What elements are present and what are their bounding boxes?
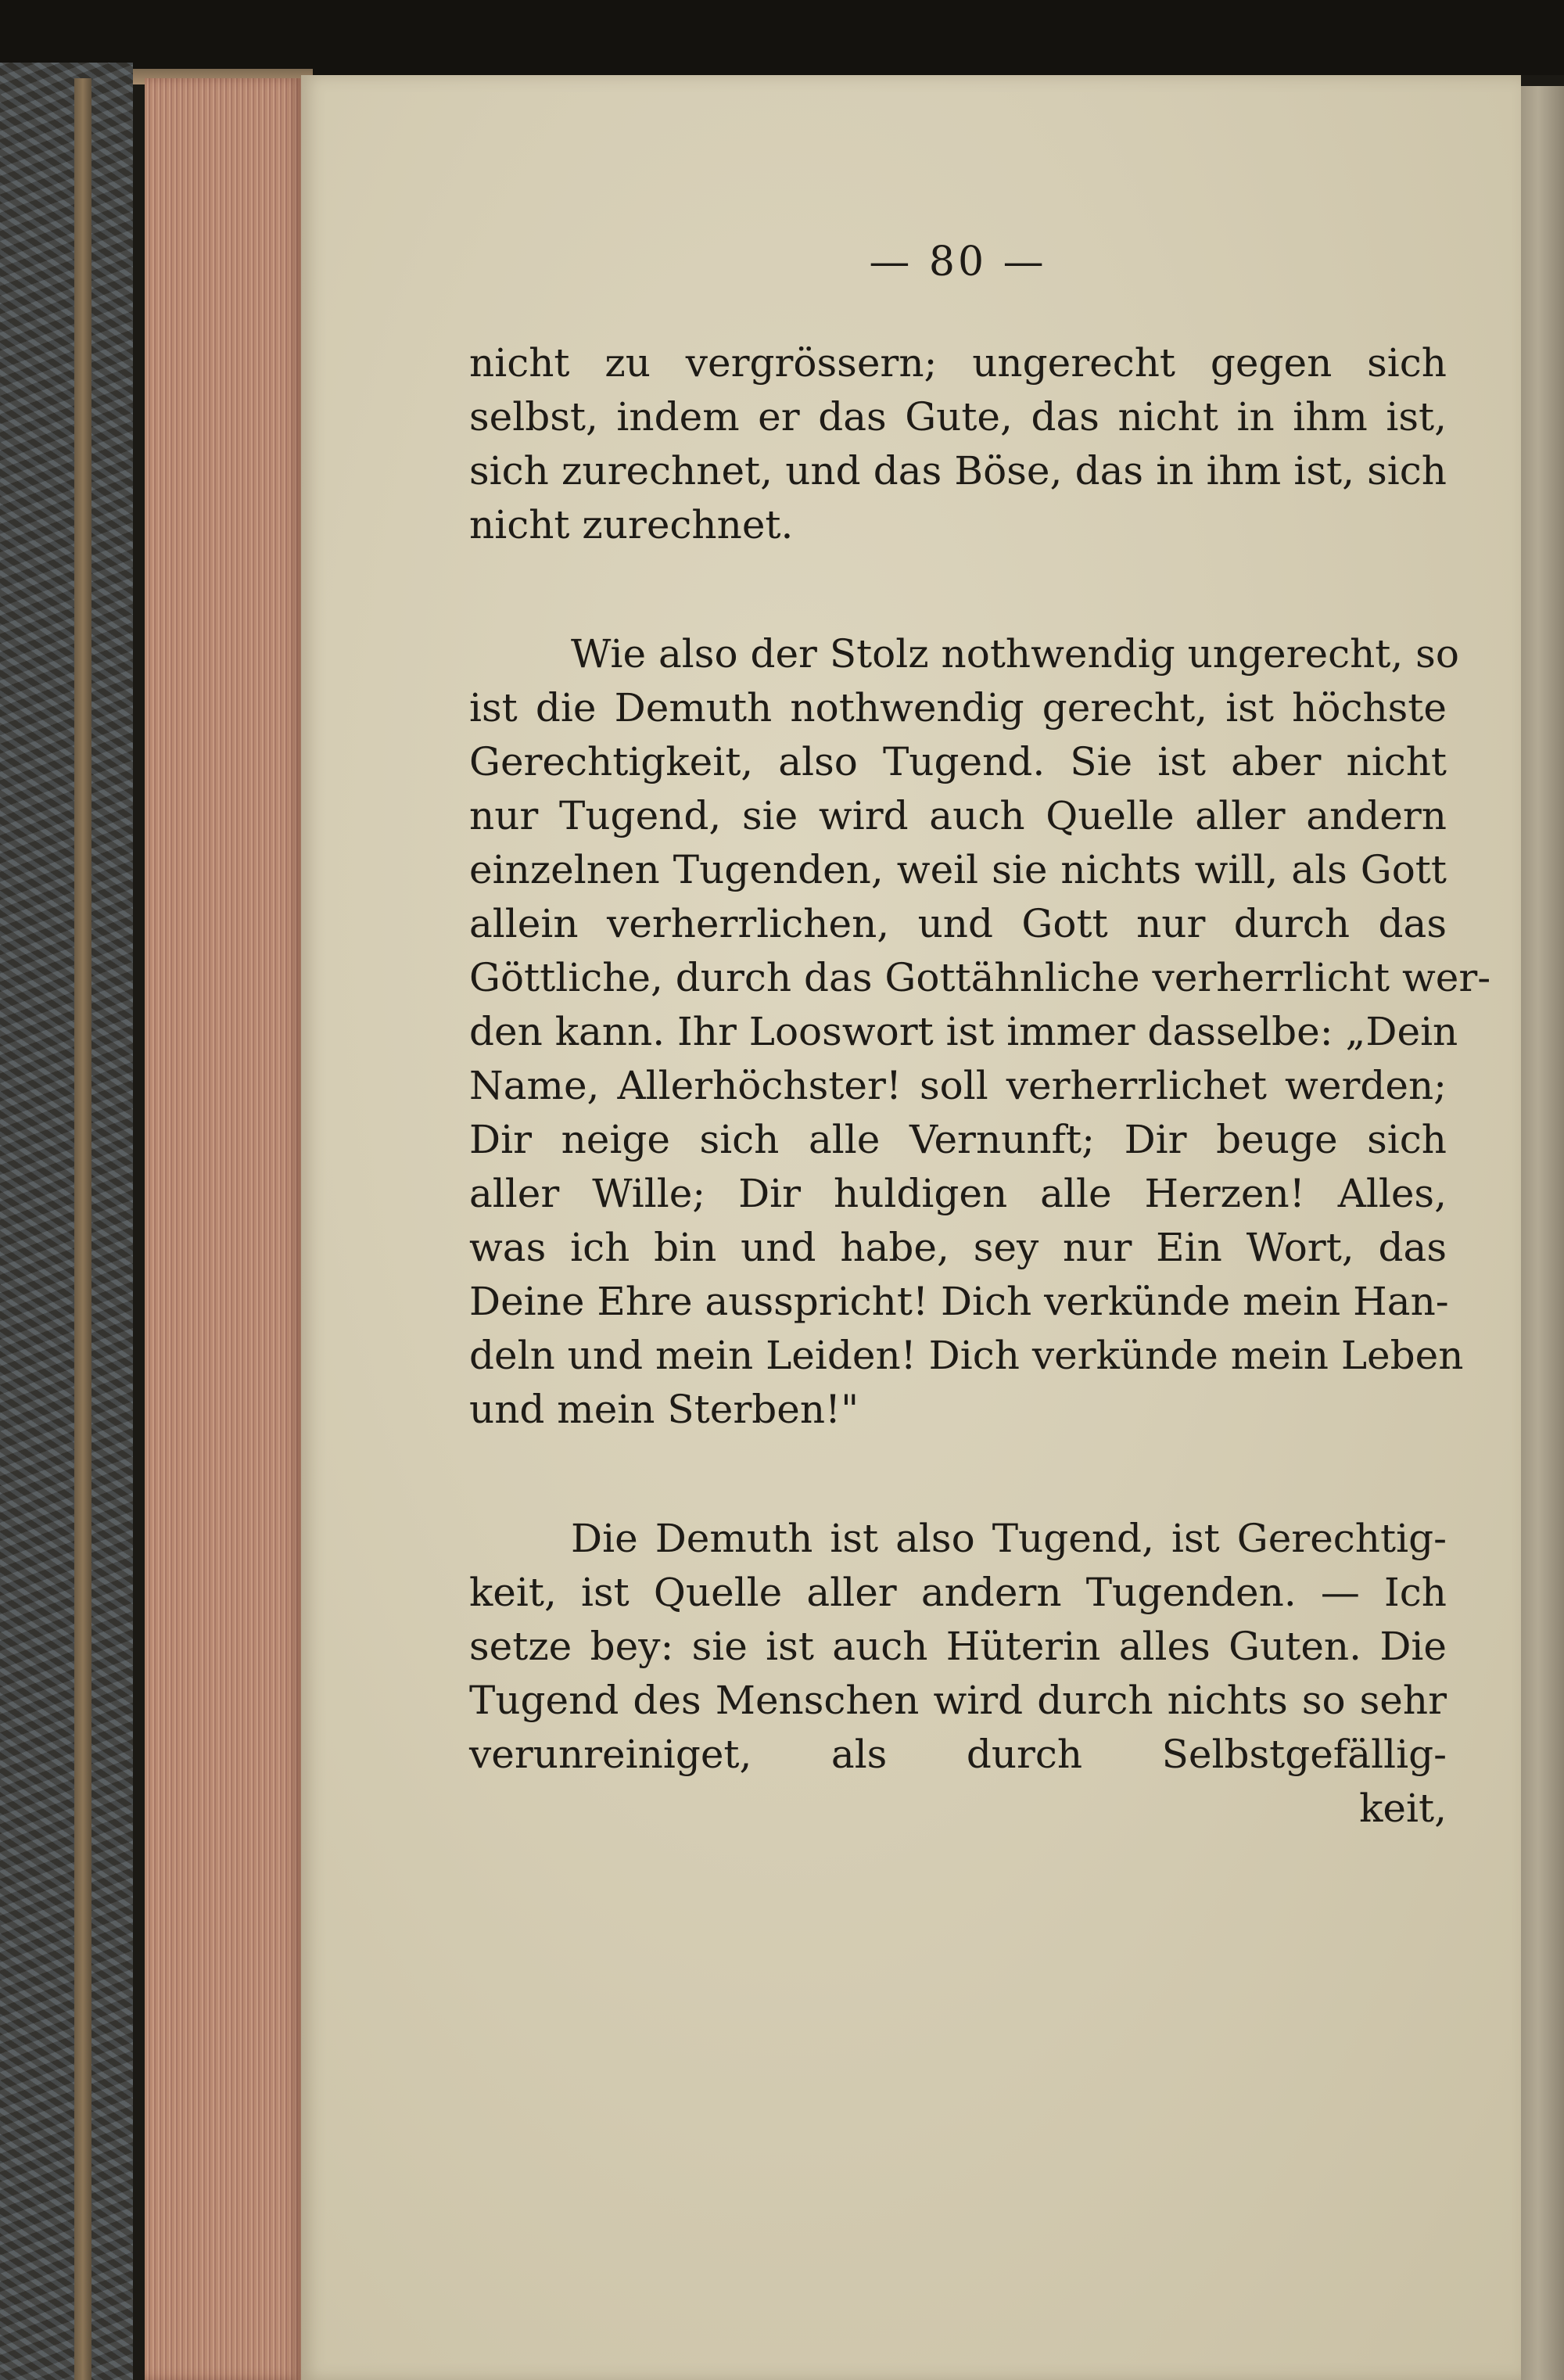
text-line: Dir neige sich alle Vernunft; Dir beuge sich (469, 1117, 1447, 1162)
text-line: allein verherrlichen, und Gott nur durch das (469, 901, 1447, 946)
text-line: sich zurechnet, und das Böse, das in ihm ist, sich (469, 448, 1447, 494)
text-line: Die Demuth ist also Tugend, ist Gerechtig- (571, 1516, 1447, 1561)
text-line: Gerechtigkeit, also Tugend. Sie ist aber nicht (469, 739, 1447, 784)
paragraph-gap (469, 1437, 1447, 1512)
text-line: einzelnen Tugenden, weil sie nichts will, als Gott (469, 847, 1447, 892)
paragraph-2 (469, 627, 1491, 1437)
text-line: was ich bin und habe, sey nur Ein Wort, das (469, 1225, 1447, 1270)
text-line: selbst, indem er das Gute, das nicht in ihm ist, (469, 394, 1447, 440)
text-line: Name, Allerhöchster! soll verherrlichet werden; (469, 1063, 1447, 1108)
text-line: Göttliche, durch das Gottähnliche verherrlicht wer- (469, 955, 1491, 1000)
catchword: keit, (1359, 1786, 1447, 1831)
text-line: ist die Demuth nothwendig gerecht, ist höchste (469, 685, 1447, 731)
paragraph-1 (469, 336, 1447, 552)
page-text-block (469, 235, 1491, 1836)
page-number-header: — 80 — (869, 239, 1047, 285)
paragraph-gap (469, 552, 1447, 627)
facing-page-edge (1521, 86, 1564, 2380)
text-line: Tugend des Menschen wird durch nichts so sehr (469, 1678, 1447, 1723)
page-block-edges (145, 78, 301, 2380)
text-line: keit, ist Quelle aller andern Tugenden. — Ich (469, 1570, 1447, 1615)
text-line: deln und mein Leiden! Dich verkünde mein Leben (469, 1333, 1464, 1378)
text-line: und mein Sterben!" (469, 1387, 859, 1432)
marbled-cover (0, 63, 133, 2380)
text-line: den kann. Ihr Looswort ist immer dasselbe: „Dein (469, 1009, 1458, 1054)
cover-board-edge (74, 78, 91, 2380)
text-line: setze bey: sie ist auch Hüterin alles Guten. Die (469, 1624, 1447, 1669)
text-line: nicht zu vergrössern; ungerecht gegen sich (469, 340, 1447, 386)
text-line: verunreiniget, als durch Selbstgefällig- (469, 1732, 1447, 1777)
paragraph-3 (469, 1512, 1447, 1782)
background-top (0, 0, 1564, 75)
text-line: Deine Ehre ausspricht! Dich verkünde mein Han- (469, 1279, 1449, 1324)
text-line: Wie also der Stolz nothwendig ungerecht, so (571, 631, 1459, 677)
text-line: aller Wille; Dir huldigen alle Herzen! Alles, (469, 1171, 1447, 1216)
text-line: nicht zurechnet. (469, 502, 794, 547)
text-line: nur Tugend, sie wird auch Quelle aller andern (469, 793, 1447, 838)
